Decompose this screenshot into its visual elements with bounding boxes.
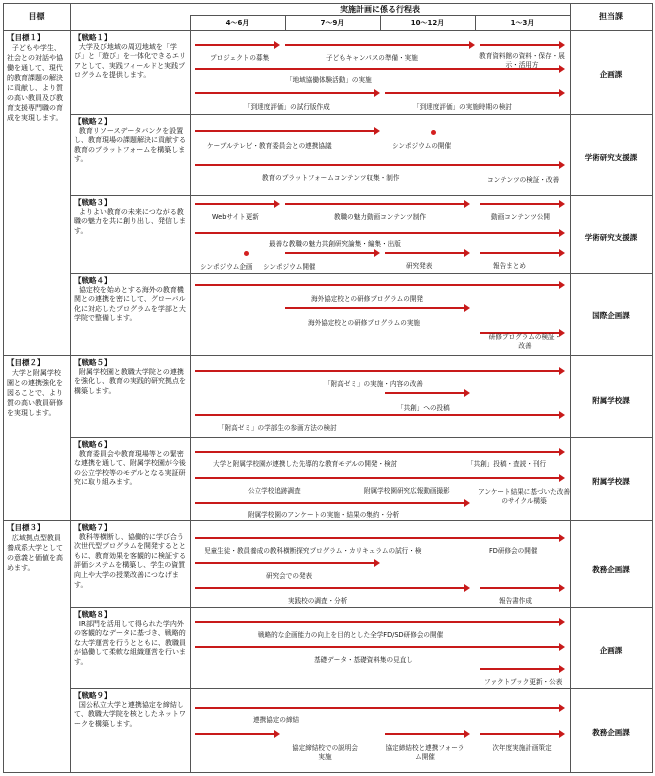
timeline-arrow (195, 44, 275, 46)
strategy-row-divider (70, 607, 653, 608)
strategy-label: 【戦略５】 (74, 358, 112, 367)
timeline-label: 附属学校園のアンケートの実施・結果の集約・分析 (248, 511, 400, 519)
timeline-label: 教職の魅力動画コンテンツ制作 (334, 213, 426, 221)
dept-strategy-1: 企画課 (599, 70, 623, 79)
timeline-label: プロジェクトの募集 (210, 54, 270, 62)
timeline-label: シンポジウム開催 (263, 263, 316, 271)
strategy-7 (71, 522, 190, 591)
timeline-label: シンポジウム企画 (200, 263, 253, 271)
strategy-row-divider (70, 195, 653, 196)
timeline-label: 基礎データ・基礎資料集の見直し (314, 656, 413, 664)
timeline-arrow (385, 252, 465, 254)
goal-label: 【目標３】 (7, 523, 45, 532)
strategy-8 (71, 609, 190, 669)
dept-strategy-6: 附属学校課 (592, 477, 630, 486)
timeline-arrow (195, 164, 560, 166)
dept-strategy-5: 附属学校課 (592, 396, 630, 405)
timeline-label: 「地域協働体験活動」の実施 (286, 76, 372, 84)
timeline-label: 教育資料館の資料・保存・展示・活用方 (479, 52, 565, 69)
goal-text: 大学と附属学校園との連携強化を図ることで、より質の高い教員研修を実現します。 (7, 369, 63, 417)
timeline-label: ケーブルテレビ・教育委員会との連携協議 (207, 142, 332, 150)
strategy-text: 教科等横断し、協働的に学び合う次世代型プログラムを開発するとともに、教育効果を客観的に検証する評価システムを構築し、学生の資質向上や大学の授業改善につなげます。 (74, 532, 186, 589)
timeline-label: FD研修会の開催 (489, 547, 538, 555)
strategy-label: 【戦略９】 (74, 691, 112, 700)
timeline-label: 海外協定校との研修プログラムの実施 (308, 319, 421, 327)
timeline-arrow (385, 733, 465, 735)
timeline-label: 次年度実施計画策定 (492, 744, 552, 752)
timeline-label: 「共創」投稿・査読・刊行 (467, 460, 547, 468)
timeline-label: 附属学校園研究広報動画撮影 (364, 487, 450, 495)
strategy-2 (71, 116, 190, 166)
timeline-arrow (195, 562, 375, 564)
timeline-arrow (195, 284, 560, 286)
strategy-label: 【戦略７】 (74, 523, 112, 532)
event-marker (431, 130, 436, 135)
timeline-label: 動画コンテンツ公開 (491, 213, 551, 221)
timeline-label: 研究発表 (406, 262, 433, 270)
timeline-label: 「到達度評価」の試行版作成 (244, 103, 330, 111)
timeline-arrow (195, 130, 375, 132)
dept-strategy-7: 教務企画課 (592, 565, 630, 574)
timeline-arrow (195, 477, 560, 479)
strategy-text: IR部門を活用して得られた学内外の客観的なデータに基づき、戦略的な大学運営を行うとともに、教職員が協働して柔軟な組織運営を行います。 (74, 619, 186, 666)
timeline-label: シンポジウムの開催 (392, 142, 452, 150)
dept-strategy-9: 教務企画課 (592, 728, 630, 737)
strategy-5 (71, 357, 190, 397)
timeline-arrow (195, 370, 560, 372)
strategy-text: 教育リソースデータバンクを設置し、教育現場の課題解決に貢献する教育のプラットフォームを構築します。 (74, 126, 186, 164)
timeline-label: 報告書作成 (499, 597, 532, 605)
timeline-arrow (195, 733, 275, 735)
timeline-label: アンケート結果に基づいた改善のサイクル構築 (478, 488, 570, 505)
timeline-label: 「附高ゼミ」の実施・内容の改善 (324, 380, 423, 388)
strategy-label: 【戦略２】 (74, 117, 112, 126)
table-border-right (652, 3, 653, 773)
goal-2 (4, 357, 70, 419)
dept-strategy-2: 学術研究支援課 (584, 153, 638, 162)
timeline-label: 最善な教職の魅力共創研究論集・編集・出版 (269, 240, 401, 248)
timeline-arrow (195, 92, 375, 94)
strategy-text: 協定校を始めとする海外の教育機関との連携を密にして、グローバル化に対応したプログラムを学部と大学院で整備します。 (74, 285, 186, 323)
timeline-arrow (480, 587, 560, 589)
dept-strategy-3: 学術研究支援課 (584, 233, 638, 242)
strategy-3 (71, 197, 190, 237)
strategy-row-divider (70, 273, 653, 274)
timeline-label: 海外協定校との研修プログラムの開発 (311, 295, 424, 303)
strategy-row-divider (70, 114, 653, 115)
quarter-header-q1: 4～6月 (225, 19, 250, 27)
timeline-arrow (285, 203, 465, 205)
timeline-arrow (195, 451, 560, 453)
timeline-arrow (480, 733, 560, 735)
dept-strategy-8: 企画課 (599, 646, 623, 655)
timeline-label: 「附高ゼミ」の学部生の参画方法の検討 (218, 424, 337, 432)
timeline-arrow (285, 44, 470, 46)
strategy-label: 【戦略６】 (74, 440, 112, 449)
timeline-label: 「共創」への投稿 (397, 404, 450, 412)
dept-column-divider (570, 3, 571, 773)
timeline-label: 教育のプラットフォームコンテンツ収集・制作 (262, 174, 400, 182)
goal-label: 【目標２】 (7, 358, 45, 367)
timeline-label: 大学と附属学校園が連携した先導的な教育モデルの開発・検討 (213, 460, 398, 468)
goal-column-header: 目標 (28, 12, 45, 21)
timeline-arrow (195, 232, 560, 234)
timeline-label: 実践校の調査・分析 (288, 597, 348, 605)
timeline-label: 児童生徒・教員養成の教科横断探究プログラム・カリキュラムの試行・検 (204, 547, 422, 555)
timeline-arrow (480, 203, 560, 205)
timeline-arrow (195, 537, 560, 539)
strategy-label: 【戦略８】 (74, 610, 112, 619)
goal-text: 子どもや学生、社会との対話や協働を通して、現代的教育課題の解決に貢献し、より質の高い教員及び教育支援専門職の育成を実現します。 (7, 44, 63, 122)
goal-1 (4, 32, 70, 124)
timeline-label: 戦略的な企画能力の向上を目的とした全学FD/SD研修会の開催 (258, 631, 444, 639)
strategy-label: 【戦略１】 (74, 33, 112, 42)
strategy-text: 大学及び地域の周辺地域を「学び」と「遊び」を一体化できるエリアとして、実践フィールドと実践プログラムを提供します。 (74, 42, 186, 80)
strategy-9 (71, 690, 190, 730)
timeline-arrow (195, 502, 465, 504)
timeline-label: Webサイト更新 (212, 213, 259, 221)
timeline-label: 子どもキャンパスの準備・実施 (326, 54, 418, 62)
strategy-text: 教育委員会や教育現場等との緊密な連携を通して、附属学校園が今後の公立学校等のモデルとなる実証研究に取り組みます。 (74, 449, 186, 487)
strategy-text: 附属学校園と教職大学院との連携を強化し、教育の実践的研究拠点を構築します。 (74, 367, 186, 395)
timeline-arrow (195, 414, 560, 416)
strategy-text: よりよい教育の未来につながる教職の魅力を共に創り出し、発信します。 (74, 207, 186, 235)
timeline-arrow (285, 252, 375, 254)
quarter-header-q4: 1～3月 (510, 19, 535, 27)
timeline-arrow (195, 621, 560, 623)
timeline-label: ファクトブック更新・公表 (484, 678, 563, 686)
timeline-arrow (195, 707, 560, 709)
strategy-label: 【戦略３】 (74, 198, 112, 207)
event-marker (244, 251, 249, 256)
timeline-arrow (480, 252, 560, 254)
dept-strategy-4: 国際企画課 (592, 311, 630, 320)
goal-3 (4, 522, 70, 574)
timeline-label: 公立学校追跡調査 (248, 487, 301, 495)
timeline-label: 連携協定の締結 (253, 716, 300, 724)
timeline-arrow (385, 92, 560, 94)
strategy-column-divider (190, 15, 191, 773)
timeline-arrow (195, 68, 560, 70)
timeline-arrow (480, 44, 560, 46)
timeline-arrow (195, 203, 275, 205)
goal-row-divider (3, 520, 653, 521)
table-border-bottom (3, 772, 653, 773)
timeline-label: 協定締結校と連携フォーラム開催 (385, 744, 465, 761)
timeline-arrow (385, 392, 465, 394)
timeline-arrow (480, 668, 560, 670)
timeline-label: 報告まとめ (493, 262, 526, 270)
timeline-label: 研修プログラムの検証・改善 (488, 333, 562, 350)
goal-label: 【目標１】 (7, 33, 45, 42)
timeline-arrow (195, 646, 560, 648)
strategy-text: 国公私立大学と連携協定を締結して、教職大学院を核としたネットワークを構築します。 (74, 700, 186, 728)
quarter-header-q3: 10～12月 (410, 19, 445, 27)
timeline-label: 協定締結校での説明会実施 (292, 744, 358, 761)
timeline-arrow (285, 307, 465, 309)
strategy-6 (71, 439, 190, 489)
timeline-label: 研究会での発表 (266, 572, 313, 580)
strategy-row-divider (70, 437, 653, 438)
header-bottom-line (3, 30, 653, 31)
strategy-row-divider (70, 688, 653, 689)
dept-column-header: 担当課 (599, 12, 623, 21)
goal-text: 広域拠点型教員養成系大学としての意義と価値を高めます。 (7, 534, 63, 572)
strategy-1 (71, 32, 190, 82)
strategy-label: 【戦略４】 (74, 276, 112, 285)
quarter-header-q2: 7～9月 (320, 19, 345, 27)
timeline-label: コンテンツの検証・改善 (487, 176, 560, 184)
goal-row-divider (3, 355, 653, 356)
plan-column-header: 実施計画に係る行程表 (340, 5, 420, 14)
timeline-arrow (195, 587, 465, 589)
timeline-label: 「到達度評価」の実施時期の検討 (413, 103, 512, 111)
strategy-4 (71, 275, 190, 325)
